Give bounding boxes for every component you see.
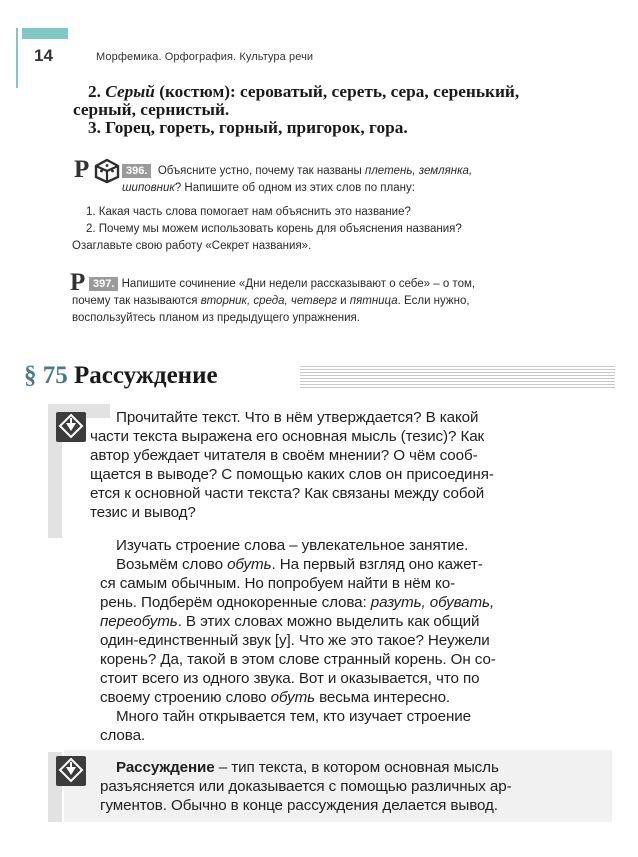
- running-title: Морфемика. Орфография. Культура речи: [96, 51, 314, 63]
- ex397-number: 397.: [89, 277, 118, 291]
- word-group-2-line2: серный, сернистый.: [73, 100, 230, 119]
- intro-questions: Прочитайте текст. Что в нём утверждается? В какой части текста выражена его основная мысль (тезис)? Как автор убеждает читателя в своём мнении? О чём сооб- щается в выводе? С помощью каких слов он присоединя- ется к основной части текста? Как связаны между собой тезис и вывод?: [90, 409, 494, 521]
- ex397-line2: почему так называются вторник, среда, четверг и пятница. Если нужно,: [72, 295, 470, 307]
- speech-dev-marker: Р: [74, 156, 90, 183]
- page-number: 14: [34, 46, 53, 65]
- ex396-plan-1: 1. Какая часть слова помогает нам объяснить это название?: [86, 206, 411, 218]
- task-icon: [56, 412, 86, 442]
- cube-icon: [94, 158, 120, 184]
- section-title: § 75 Рассуждение: [22, 360, 228, 392]
- word-group-3: 3. Горец, гореть, горный, пригорок, гора.: [88, 118, 408, 137]
- header-color-bar: [22, 28, 68, 39]
- ex396-plan-2: 2. Почему мы можем использовать корень для объяснения названия?: [86, 223, 462, 235]
- ex396-line2: шиповник? Напишите об одном из этих слов по плану:: [122, 182, 415, 194]
- word-group-2-line1: 2. Серый (костюм): сероватый, сереть, сера, серенький,: [88, 82, 520, 101]
- diamond-arrow-icon: [56, 412, 86, 442]
- ex396-line1: 396. Объясните устно, почему так названы плетень, землянка,: [122, 163, 472, 180]
- speech-dev-marker: Р: [70, 269, 86, 296]
- ex397-line3: воспользуйтесь планом из предыдущего упражнения.: [72, 312, 360, 324]
- definition-term: Рассуждение: [116, 759, 215, 776]
- diamond-arrow-icon: [56, 756, 86, 786]
- ex397-line1: 397. Напишите сочинение «Дни недели рассказывают о себе» – о том,: [89, 276, 475, 293]
- section-mark: § 75: [24, 362, 68, 389]
- rule-icon: [56, 756, 86, 786]
- reading-text: Изучать строение слова – увлекательное занятие. Возьмём слово обуть. На первый взгляд оно кажет- ся самым обычным. Но попробуем найти в нём ко- рень. Подберём однокоренные слова: разуть, обувать, переобуть. В этих словах можно выделить как общий один-единственный звук [у]. Что же это такое? Неужели корень? Да, такой в этом слове странный корень. Он со- стоит всего из одного звука. Вот и оказывается, что по своему строению слово обуть весьма интересно. Много тайн открывается тем, кто изучает строение слова.: [100, 537, 496, 744]
- header-left-rule: [16, 28, 18, 88]
- definition-text: Рассуждение – тип текста, в котором основная мысль разъясняется или доказывается с помощью различных ар- гументов. Обычно в конце рассуждения делается вывод.: [100, 759, 512, 814]
- ex396-line-last: Озаглавьте свою работу «Секрет названия».: [72, 240, 312, 252]
- ex396-number: 396.: [122, 164, 151, 178]
